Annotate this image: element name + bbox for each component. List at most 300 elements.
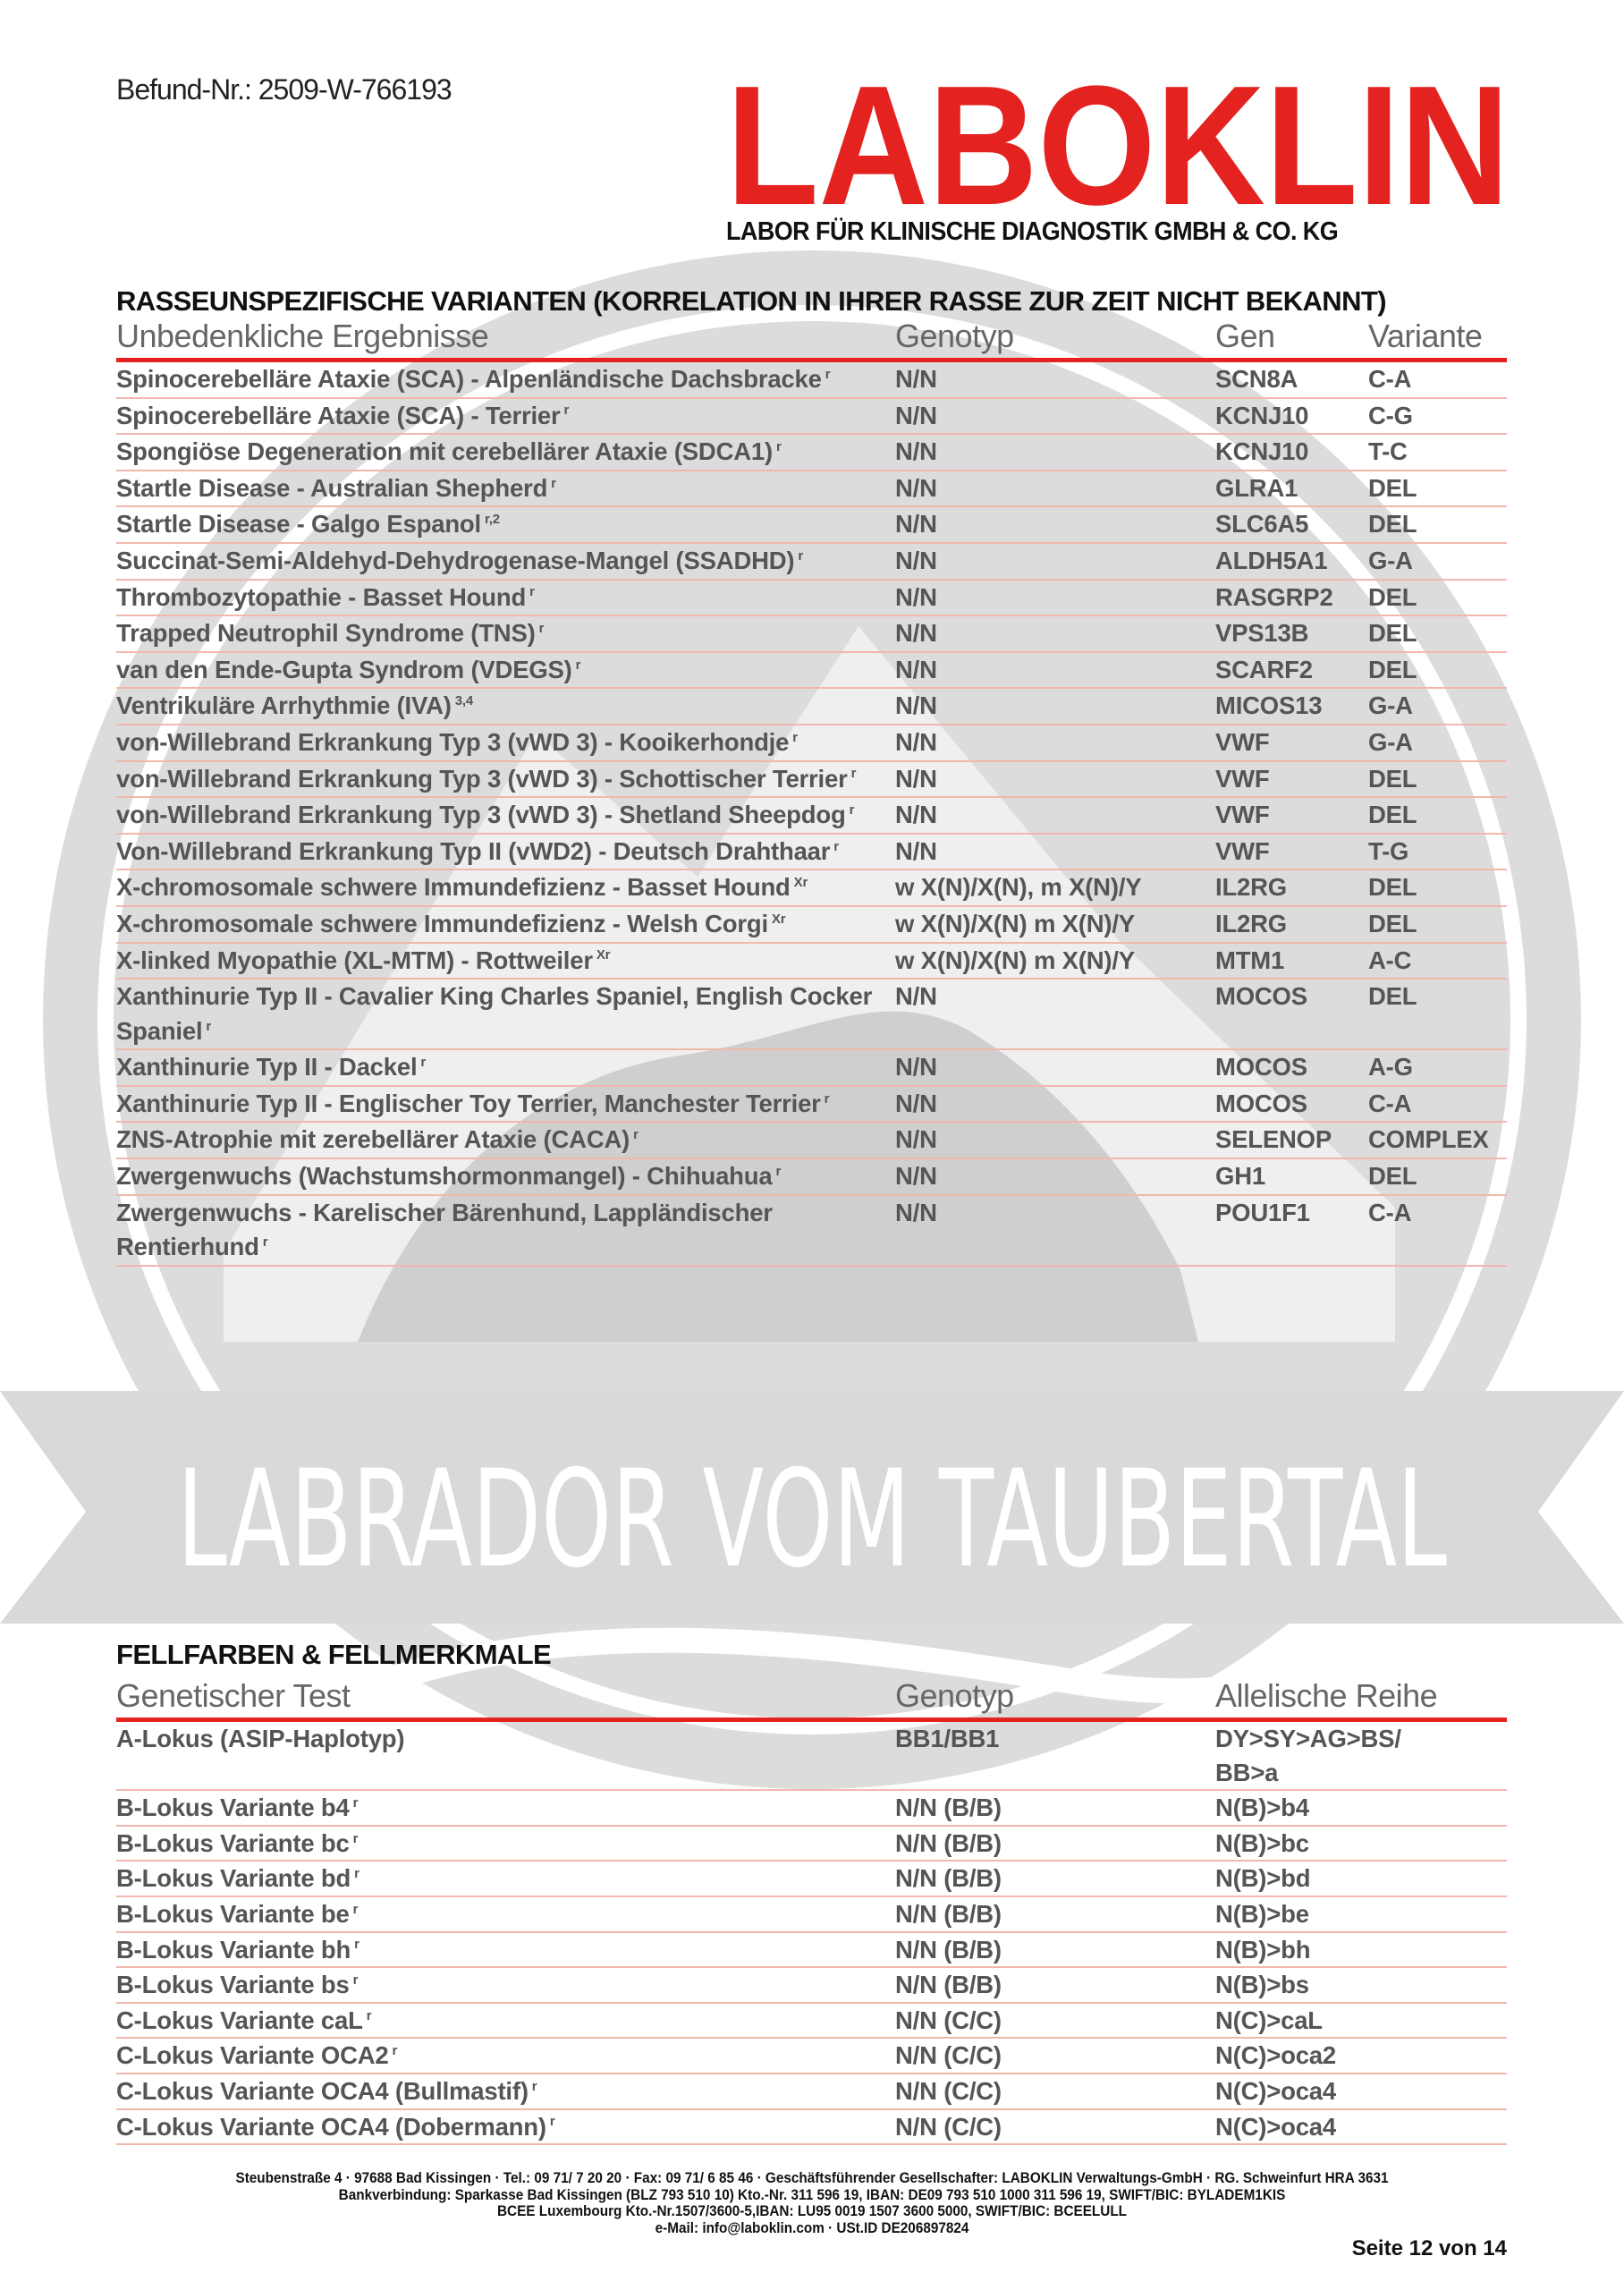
- genotype-text: N/N (B/B): [895, 1899, 1002, 1928]
- test-name: [116, 797, 895, 834]
- genotype: [895, 506, 1215, 543]
- variant-text: T-G: [1368, 836, 1409, 865]
- gene-text: SELENOP: [1215, 1125, 1332, 1154]
- genotype-text: N/N: [895, 1125, 937, 1154]
- genotype-text: N/N: [895, 473, 937, 502]
- results-table-variants: [116, 317, 1507, 1267]
- variant-text: T-C: [1368, 437, 1408, 466]
- genotype: [895, 1720, 1215, 1791]
- footnote-marker: r: [798, 547, 804, 564]
- section-title-coat-colors: FELLFARBEN & FELLMERKMALE: [116, 1639, 552, 1670]
- column-header-variant: Variante: [1368, 317, 1507, 360]
- genotype: [895, 1049, 1215, 1086]
- variant: [1368, 1086, 1507, 1123]
- genotype-text: N/N: [895, 764, 937, 793]
- table-row: [116, 1720, 1507, 1791]
- allelic-series: [1215, 1896, 1507, 1932]
- genotype: [895, 943, 1215, 980]
- allelic-series: [1215, 2074, 1507, 2109]
- genotype: [895, 615, 1215, 652]
- table-row: [116, 869, 1507, 906]
- table-row: [116, 652, 1507, 689]
- footnote-marker: r: [825, 366, 831, 382]
- footnote-marker: r: [775, 1163, 782, 1179]
- genotype-text: N/N: [895, 582, 937, 611]
- test-name: [116, 906, 895, 943]
- gene: [1215, 1049, 1368, 1086]
- test-name: [116, 434, 895, 471]
- test-name-text: Spinocerebelläre Ataxie (SCA) - Alpenländische Dachsbracke: [116, 365, 822, 393]
- variant: [1368, 1158, 1507, 1195]
- footnote-marker: r: [354, 1866, 359, 1882]
- gene-text: SLC6A5: [1215, 510, 1309, 539]
- watermark-text: LABRADOR VOM TAUBERTAL: [177, 1442, 1447, 1598]
- variant-text: C-A: [1368, 1089, 1412, 1117]
- gene-text: KCNJ10: [1215, 437, 1309, 466]
- test-name-text: Thrombozytopathie - Basset Hound: [116, 582, 527, 611]
- variant-text: DEL: [1368, 582, 1417, 611]
- test-name-text: B-Lokus Variante bs: [116, 1971, 350, 1999]
- allelic-series-text: N(C)>oca4: [1215, 2076, 1336, 2105]
- allelic-series: [1215, 1790, 1507, 1826]
- test-name-text: Zwergenwuchs (Wachstumshormonmangel) - Chihuahua: [116, 1162, 773, 1191]
- column-header-test: Genetischer Test: [116, 1676, 895, 1720]
- test-name: [116, 1720, 895, 1791]
- footnote-marker: r: [575, 657, 581, 673]
- gene-text: SCN8A: [1215, 365, 1298, 393]
- gene-text: POU1F1: [1215, 1198, 1310, 1226]
- genotype: [895, 1896, 1215, 1932]
- variant-text: A-G: [1368, 1053, 1413, 1081]
- test-name: [116, 979, 895, 1049]
- test-name-text: Xanthinurie Typ II - Dackel: [116, 1053, 418, 1081]
- genotype-text: N/N: [895, 1162, 937, 1191]
- gene: [1215, 1158, 1368, 1195]
- footer-line: Steubenstraße 4 · 97688 Bad Kissingen · Tel.: 09 71/ 7 20 20 · Fax: 09 71/ 6 85 46 · Geschäftsführender Gesellschafter: LABOKLIN Verwaltungs-GmbH · RG. Schweinfurt HRA 3631: [235, 2169, 1389, 2186]
- table-row: [116, 688, 1507, 725]
- footnote-marker: Xr: [596, 947, 611, 963]
- table-row: [116, 943, 1507, 980]
- gene-text: VPS13B: [1215, 619, 1309, 648]
- variant-text: C-A: [1368, 365, 1412, 393]
- genotype-text: N/N (C/C): [895, 2041, 1002, 2070]
- gene-text: RASGRP2: [1215, 582, 1333, 611]
- test-name: [116, 543, 895, 580]
- gene-text: IL2RG: [1215, 873, 1287, 902]
- footnote-marker: 3,4: [454, 693, 473, 709]
- variant: [1368, 543, 1507, 580]
- table-row: [116, 1896, 1507, 1932]
- genotype-text: N/N (B/B): [895, 1935, 1002, 1963]
- table-row: [116, 2109, 1507, 2145]
- gene: [1215, 869, 1368, 906]
- genotype-text: N/N (C/C): [895, 2112, 1002, 2141]
- test-name-text: X-chromosomale schwere Immundefizienz - Welsh Corgi: [116, 909, 768, 937]
- variant: [1368, 979, 1507, 1049]
- footer-line: e-Mail: info@laboklin.com · USt.ID DE206897824: [655, 2218, 969, 2236]
- page-number: Seite 12 von 14: [1351, 2236, 1507, 2260]
- allelic-series-text: N(B)>bs: [1215, 1971, 1309, 1999]
- genotype-text: N/N: [895, 1198, 937, 1226]
- test-name: [116, 1967, 895, 2003]
- test-name: [116, 2038, 895, 2074]
- test-name-text: Von-Willebrand Erkrankung Typ II (vWD2) - Deutsch Drahthaar: [116, 836, 831, 865]
- test-name: [116, 1122, 895, 1158]
- genotype: [895, 543, 1215, 580]
- gene-text: VWF: [1215, 801, 1270, 829]
- table-row: [116, 2003, 1507, 2039]
- test-name: [116, 761, 895, 798]
- test-name-text: B-Lokus Variante bd: [116, 1864, 351, 1893]
- table-row: [116, 615, 1507, 652]
- test-name-text: von-Willebrand Erkrankung Typ 3 (vWD 3) - Shetland Sheepdog: [116, 801, 846, 829]
- test-name: [116, 2074, 895, 2109]
- footnote-marker: r: [354, 1937, 359, 1953]
- test-name-text: X-linked Myopathie (XL-MTM) - Rottweiler: [116, 946, 593, 974]
- report-number: Befund-Nr.: 2509-W-766193: [116, 73, 452, 106]
- gene: [1215, 398, 1368, 435]
- gene-text: KCNJ10: [1215, 401, 1309, 429]
- footnote-marker: r: [262, 1234, 268, 1251]
- genotype: [895, 580, 1215, 616]
- footnote-marker: r: [352, 1830, 359, 1846]
- gene-text: MOCOS: [1215, 982, 1307, 1011]
- genotype-text: N/N (C/C): [895, 2076, 1002, 2105]
- test-name: [116, 506, 895, 543]
- variant: [1368, 1122, 1507, 1158]
- variant: [1368, 797, 1507, 834]
- test-name: [116, 1086, 895, 1123]
- footer-line: Bankverbindung: Sparkasse Bad Kissingen (BLZ 793 510 10) Kto.-Nr. 311 596 19, IBAN: DE09 793 510 1000 311 596 19, SWIFT/BIC: BYLADEM1KIS: [338, 2185, 1286, 2203]
- variant-text: DEL: [1368, 909, 1417, 937]
- genotype: [895, 906, 1215, 943]
- variant-text: DEL: [1368, 510, 1417, 539]
- test-name: [116, 834, 895, 870]
- genotype: [895, 1861, 1215, 1896]
- test-name-text: B-Lokus Variante b4: [116, 1794, 350, 1822]
- allelic-series-text: N(C)>oca4: [1215, 2112, 1336, 2141]
- footnote-marker: r: [633, 1127, 639, 1143]
- allelic-series-text: N(C)>caL: [1215, 2006, 1323, 2034]
- footnote-marker: r: [352, 1972, 359, 1988]
- genotype-text: N/N: [895, 691, 937, 720]
- variant-text: A-C: [1368, 946, 1412, 974]
- allelic-series: [1215, 1861, 1507, 1896]
- footer-address: [0, 2170, 1624, 2236]
- genotype: [895, 688, 1215, 725]
- footnote-marker: r: [531, 2078, 537, 2094]
- genotype: [895, 1826, 1215, 1862]
- test-name: [116, 688, 895, 725]
- footnote-marker: r: [549, 2114, 555, 2130]
- table-row: [116, 1861, 1507, 1896]
- footnote-marker: r: [420, 1055, 427, 1071]
- genotype-text: N/N: [895, 365, 937, 393]
- test-name-text: van den Ende-Gupta Syndrom (VDEGS): [116, 655, 572, 683]
- variant: [1368, 652, 1507, 689]
- laboklin-logo: [726, 79, 1510, 208]
- genotype-text: N/N: [895, 982, 937, 1011]
- footnote-marker: r: [775, 439, 782, 455]
- allelic-series: [1215, 2038, 1507, 2074]
- column-header-test: Unbedenkliche Ergebnisse: [116, 317, 895, 360]
- genotype-text: N/N: [895, 801, 937, 829]
- gene-text: ALDH5A1: [1215, 546, 1328, 574]
- test-name: [116, 869, 895, 906]
- table-row: [116, 979, 1507, 1049]
- test-name: [116, 580, 895, 616]
- allelic-series-text: N(C)>oca2: [1215, 2041, 1336, 2070]
- allelic-series-text: N(B)>bd: [1215, 1864, 1311, 1893]
- genotype-text: N/N (B/B): [895, 1794, 1002, 1822]
- test-name-text: B-Lokus Variante be: [116, 1899, 350, 1928]
- gene: [1215, 725, 1368, 761]
- footnote-marker: r: [850, 766, 857, 782]
- variant-text: G-A: [1368, 727, 1413, 756]
- variant-text: G-A: [1368, 546, 1413, 574]
- variant-text: DEL: [1368, 873, 1417, 902]
- table-row: [116, 1826, 1507, 1862]
- table-row: [116, 2074, 1507, 2109]
- table-row: [116, 1967, 1507, 2003]
- genotype: [895, 652, 1215, 689]
- test-name: [116, 1195, 895, 1266]
- test-name-text: von-Willebrand Erkrankung Typ 3 (vWD 3) - Kooikerhondje: [116, 727, 790, 756]
- test-name: [116, 943, 895, 980]
- genotype: [895, 434, 1215, 471]
- test-name-text: B-Lokus Variante bc: [116, 1828, 350, 1857]
- genotype: [895, 2038, 1215, 2074]
- test-name: [116, 360, 895, 398]
- variant: [1368, 761, 1507, 798]
- genotype-text: N/N: [895, 655, 937, 683]
- variant-text: DEL: [1368, 1162, 1417, 1191]
- footnote-marker: r: [849, 802, 855, 818]
- variant-text: DEL: [1368, 982, 1417, 1011]
- variant-text: DEL: [1368, 473, 1417, 502]
- genotype-text: N/N: [895, 727, 937, 756]
- table-row: [116, 543, 1507, 580]
- table-row: [116, 761, 1507, 798]
- footnote-marker: r: [538, 621, 545, 636]
- company-subtitle: LABOR FÜR KLINISCHE DIAGNOSTIK GMBH & CO. KG: [726, 217, 1339, 246]
- gene: [1215, 1122, 1368, 1158]
- test-name: [116, 1896, 895, 1932]
- table-row: [116, 360, 1507, 398]
- gene: [1215, 834, 1368, 870]
- test-name-text: B-Lokus Variante bh: [116, 1935, 351, 1963]
- gene-text: IL2RG: [1215, 909, 1287, 937]
- section-title-breed-unspecific: RASSEUNSPEZIFISCHE VARIANTEN (KORRELATION IN IHRER RASSE ZUR ZEIT NICHT BEKANNT): [116, 285, 1386, 317]
- results-table-coat: [116, 1676, 1507, 2145]
- genotype: [895, 398, 1215, 435]
- genotype: [895, 1122, 1215, 1158]
- footnote-marker: r: [352, 1795, 359, 1811]
- variant-text: G-A: [1368, 691, 1413, 720]
- test-name-text: Startle Disease - Galgo Espanol: [116, 510, 481, 539]
- variant-text: DEL: [1368, 801, 1417, 829]
- test-name-text: Spinocerebelläre Ataxie (SCA) - Terrier: [116, 401, 561, 429]
- gene: [1215, 906, 1368, 943]
- test-name-text: Ventrikuläre Arrhythmie (IVA): [116, 691, 452, 720]
- variant: [1368, 615, 1507, 652]
- variant: [1368, 688, 1507, 725]
- test-name: [116, 615, 895, 652]
- gene-text: SCARF2: [1215, 655, 1313, 683]
- footnote-marker: r: [563, 403, 570, 419]
- table-row: [116, 725, 1507, 761]
- genotype-text: w X(N)/X(N) m X(N)/Y: [895, 909, 1135, 937]
- gene: [1215, 615, 1368, 652]
- variant: [1368, 943, 1507, 980]
- table-row: [116, 1158, 1507, 1195]
- table-row: [116, 580, 1507, 616]
- test-name: [116, 1861, 895, 1896]
- footnote-marker: r: [392, 2043, 398, 2059]
- allelic-series: [1215, 1826, 1507, 1862]
- genotype: [895, 1932, 1215, 1968]
- genotype-text: N/N: [895, 401, 937, 429]
- test-name-text: Spongiöse Degeneration mit cerebellärer Ataxie (SDCA1): [116, 437, 773, 466]
- variant: [1368, 869, 1507, 906]
- gene-text: MICOS13: [1215, 691, 1323, 720]
- footnote-marker: r,2: [484, 512, 500, 528]
- column-header-genotype: Genotyp: [895, 1676, 1215, 1720]
- test-name: [116, 398, 895, 435]
- genotype: [895, 2003, 1215, 2039]
- allelic-series: [1215, 2109, 1507, 2145]
- allelic-series-text: N(B)>bc: [1215, 1828, 1309, 1857]
- gene-text: GH1: [1215, 1162, 1265, 1191]
- allelic-series: [1215, 1932, 1507, 1968]
- genotype: [895, 1086, 1215, 1123]
- genotype-text: N/N (B/B): [895, 1828, 1002, 1857]
- genotype: [895, 834, 1215, 870]
- footnote-marker: r: [352, 1901, 359, 1917]
- table-row: [116, 434, 1507, 471]
- variant: [1368, 1195, 1507, 1266]
- test-name-text: Succinat-Semi-Aldehyd-Dehydrogenase-Mangel (SSADHD): [116, 546, 795, 574]
- variant: [1368, 580, 1507, 616]
- footnote-marker: r: [366, 2007, 372, 2023]
- footnote-marker: r: [824, 1090, 830, 1107]
- table-row: [116, 797, 1507, 834]
- variant: [1368, 725, 1507, 761]
- test-name: [116, 1932, 895, 1968]
- genotype: [895, 2109, 1215, 2145]
- test-name-text: X-chromosomale schwere Immundefizienz - Basset Hound: [116, 873, 791, 902]
- genotype-text: N/N: [895, 836, 937, 865]
- genotype: [895, 360, 1215, 398]
- gene: [1215, 943, 1368, 980]
- test-name-text: Zwergenwuchs - Karelischer Bärenhund, Lappländischer Rentierhund: [116, 1198, 773, 1261]
- genotype: [895, 725, 1215, 761]
- genotype-text: w X(N)/X(N) m X(N)/Y: [895, 946, 1135, 974]
- gene: [1215, 688, 1368, 725]
- table-row: [116, 834, 1507, 870]
- test-name-text: Xanthinurie Typ II - Cavalier King Charles Spaniel, English Cocker Spaniel: [116, 982, 873, 1045]
- gene-text: MOCOS: [1215, 1053, 1307, 1081]
- test-name: [116, 2003, 895, 2039]
- genotype: [895, 979, 1215, 1049]
- gene: [1215, 580, 1368, 616]
- table-row: [116, 1049, 1507, 1086]
- table-row: [116, 471, 1507, 507]
- test-name: [116, 1049, 895, 1086]
- footnote-marker: r: [529, 584, 535, 600]
- genotype-text: N/N: [895, 437, 937, 466]
- gene: [1215, 434, 1368, 471]
- test-name: [116, 471, 895, 507]
- gene-text: MOCOS: [1215, 1089, 1307, 1117]
- footnote-marker: r: [551, 475, 556, 491]
- variant: [1368, 834, 1507, 870]
- genotype: [895, 1790, 1215, 1826]
- genotype: [895, 471, 1215, 507]
- gene: [1215, 543, 1368, 580]
- variant: [1368, 398, 1507, 435]
- variant-text: C-G: [1368, 401, 1413, 429]
- variant-text: C-A: [1368, 1198, 1412, 1226]
- variant: [1368, 906, 1507, 943]
- footnote-marker: r: [792, 729, 798, 745]
- test-name-text: C-Lokus Variante OCA2: [116, 2041, 389, 2070]
- gene: [1215, 761, 1368, 798]
- genotype-text: N/N: [895, 546, 937, 574]
- test-name-text: C-Lokus Variante caL: [116, 2006, 363, 2034]
- genotype-text: N/N (C/C): [895, 2006, 1002, 2034]
- table-row: [116, 1790, 1507, 1826]
- variant: [1368, 1049, 1507, 1086]
- test-name-text: C-Lokus Variante OCA4 (Dobermann): [116, 2112, 546, 2141]
- test-name-text: von-Willebrand Erkrankung Typ 3 (vWD 3) - Schottischer Terrier: [116, 764, 848, 793]
- logo-text: LABOKLIN: [726, 79, 1510, 208]
- genotype: [895, 761, 1215, 798]
- gene: [1215, 1086, 1368, 1123]
- genotype-text: N/N: [895, 619, 937, 648]
- genotype-text: w X(N)/X(N), m X(N)/Y: [895, 873, 1142, 902]
- allelic-series: [1215, 1967, 1507, 2003]
- gene-text: VWF: [1215, 836, 1270, 865]
- footer-line: BCEE Luxembourg Kto.-Nr.1507/3600-5,IBAN: LU95 0019 1507 3600 5000, SWIFT/BIC: BCEELULL: [496, 2202, 1128, 2220]
- variant: [1368, 471, 1507, 507]
- test-name-text: ZNS-Atrophie mit zerebellärer Ataxie (CACA): [116, 1125, 630, 1154]
- gene-text: MTM1: [1215, 946, 1285, 974]
- table-row: [116, 906, 1507, 943]
- table-row: [116, 1086, 1507, 1123]
- footnote-marker: r: [206, 1018, 212, 1034]
- column-header-gene: Gen: [1215, 317, 1368, 360]
- allelic-series-text: N(B)>b4: [1215, 1794, 1309, 1822]
- gene: [1215, 1195, 1368, 1266]
- test-name: [116, 1790, 895, 1826]
- variant-text: DEL: [1368, 619, 1417, 648]
- genotype-text: N/N: [895, 1089, 937, 1117]
- gene: [1215, 652, 1368, 689]
- genotype: [895, 1158, 1215, 1195]
- table-row: [116, 1195, 1507, 1266]
- table-row: [116, 506, 1507, 543]
- allelic-series: [1215, 1720, 1507, 1791]
- gene: [1215, 360, 1368, 398]
- genotype-text: BB1/BB1: [895, 1725, 1000, 1752]
- gene: [1215, 979, 1368, 1049]
- gene: [1215, 797, 1368, 834]
- table-row: [116, 2038, 1507, 2074]
- variant: [1368, 360, 1507, 398]
- table-row: [116, 1122, 1507, 1158]
- allelic-series-text: N(B)>bh: [1215, 1935, 1311, 1963]
